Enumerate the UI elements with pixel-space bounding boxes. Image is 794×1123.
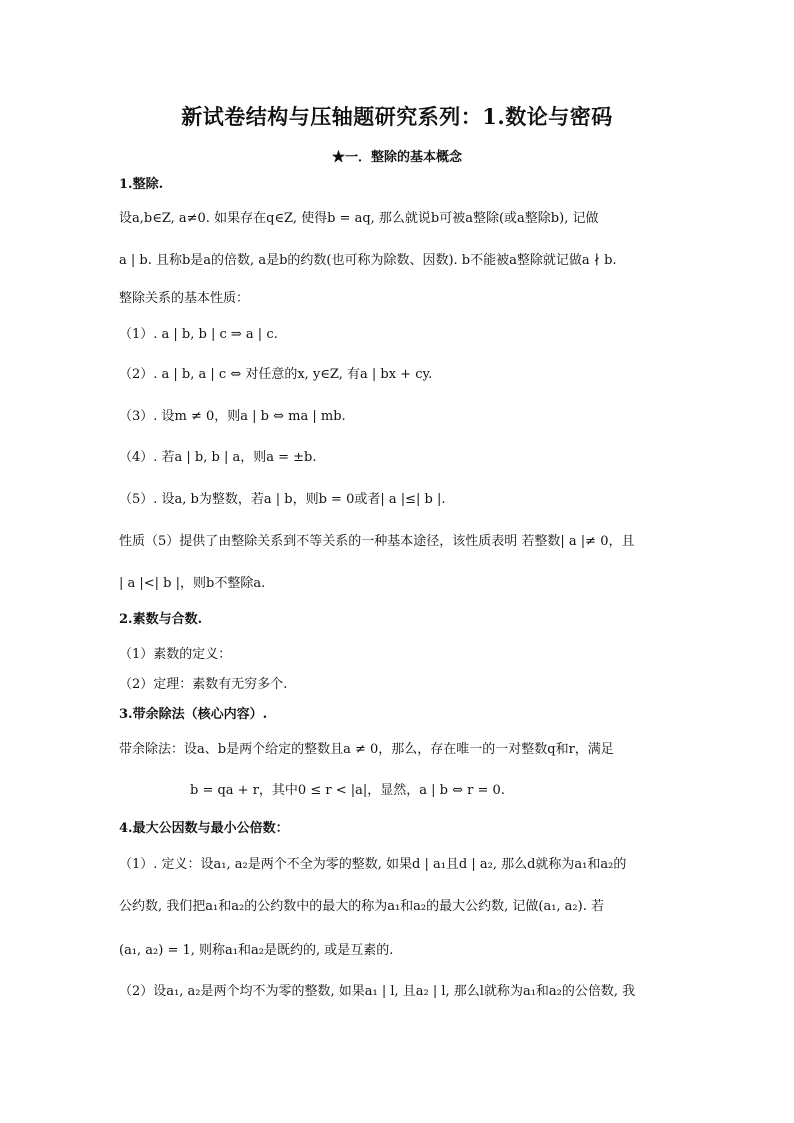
paragraph-line: 带余除法：设a、b是两个给定的整数且a ≠ 0，那么，存在唯一的一对整数q和r，满足	[119, 742, 614, 757]
paragraph-line: （2）设a₁, a₂是两个均不为零的整数, 如果a₁ | l, 且a₂ | l, 那么l就称为a₁和a₂的公倍数, 我	[119, 984, 636, 999]
paragraph-line: 公约数, 我们把a₁和a₂的公约数中的最大的称为a₁和a₂的最大公约数, 记做(a₁, a₂). 若	[119, 899, 604, 914]
paragraph-line: 性质（5）提供了由整除关系到不等关系的一种基本途径，该性质表明 若整数| a |≠ 0，且	[119, 534, 635, 549]
heading-primes: 2.素数与合数.	[119, 612, 203, 627]
heading-division-algorithm: 3.带余除法（核心内容）.	[119, 707, 268, 722]
list-item: （1）素数的定义：	[119, 647, 232, 662]
section-title: ★一．整除的基本概念	[331, 150, 462, 165]
formula-line: b = qa + r，其中0 ≤ r < |a|，显然，a | b ⇔ r = 0.	[190, 783, 505, 798]
property-item: （4）. 若a | b, b | a，则a = ±b.	[119, 450, 317, 465]
list-item: （2）定理：素数有无穷多个.	[119, 677, 288, 692]
paragraph-line: a | b. 且称b是a的倍数, a是b的约数(也可称为除数、因数). b不能被a整除就记做a ∤ b.	[119, 253, 617, 268]
paragraph-line: （1）. 定义：设a₁, a₂是两个不全为零的整数, 如果d | a₁且d | a₂, 那么d就称为a₁和a₂的	[119, 857, 627, 872]
property-item: （3）. 设m ≠ 0，则a | b ⇔ ma | mb.	[119, 409, 346, 424]
paragraph-line: (a₁, a₂) = 1, 则称a₁和a₂是既约的, 或是互素的.	[119, 943, 394, 958]
property-item: （1）. a | b, b | c ⇒ a | c.	[119, 327, 278, 342]
heading-divisibility: 1.整除.	[119, 177, 164, 192]
property-item: （5）. 设a, b为整数，若a | b，则b = 0或者| a |≤| b |.	[119, 492, 446, 507]
page-title: 新试卷结构与压轴题研究系列：1.数论与密码	[181, 104, 613, 129]
paragraph-line: | a |<| b |，则b不整除a.	[119, 576, 266, 591]
heading-gcd-lcm: 4.最大公因数与最小公倍数：	[119, 821, 289, 836]
property-item: （2）. a | b, a | c ⇔ 对任意的x, y∈Z, 有a | bx + cy.	[119, 367, 433, 382]
paragraph-line: 设a,b∈Z, a≠0. 如果存在q∈Z, 使得b = aq, 那么就说b可被a整除(或a整除b), 记做	[119, 211, 599, 226]
paragraph-line: 整除关系的基本性质：	[119, 291, 250, 306]
